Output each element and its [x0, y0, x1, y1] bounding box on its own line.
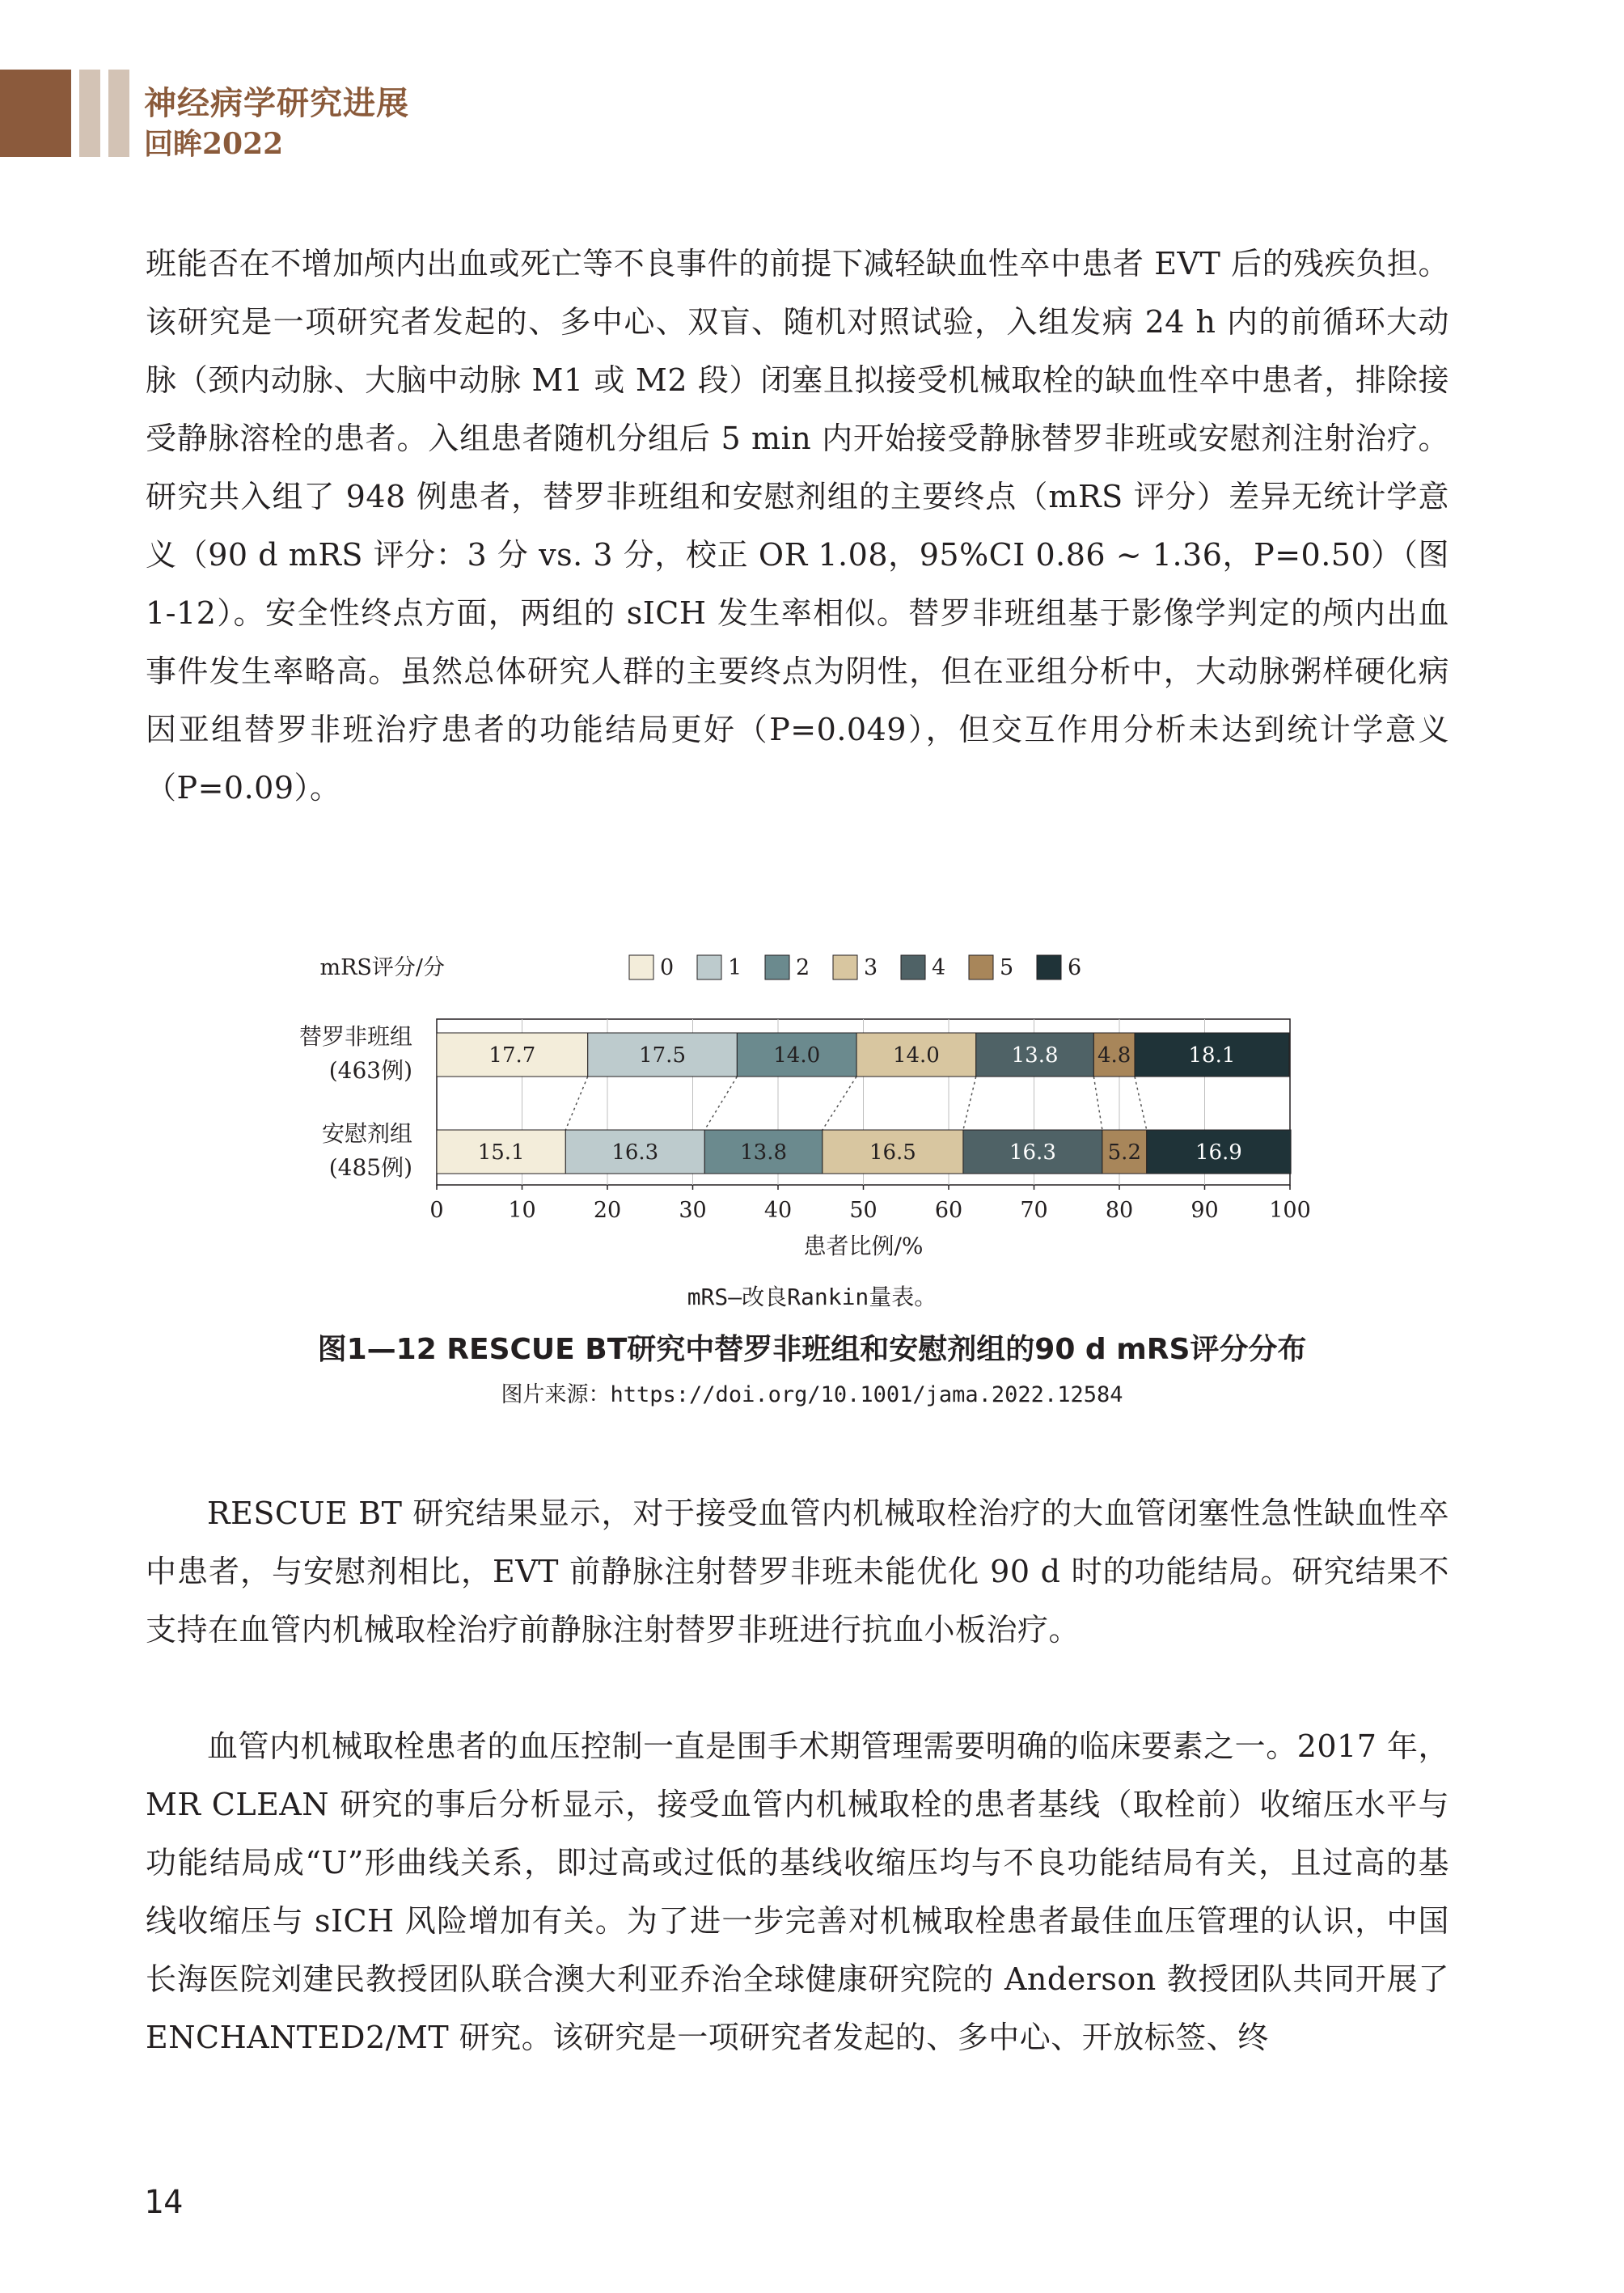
figure-chart	[243, 942, 1375, 1269]
legend-swatch	[629, 955, 653, 979]
legend-swatch	[765, 955, 789, 979]
row-count: (463例)	[328, 1057, 412, 1084]
body-paragraph-3	[146, 1717, 1449, 2067]
data-label: 16.3	[611, 1140, 659, 1165]
x-tick-label: 50	[849, 1198, 878, 1223]
paragraph-text: 班能否在不增加颅内出血或死亡等不良事件的前提下减轻缺血性卒中患者 EVT 后的残疾负担。该研究是一项研究者发起的、多中心、双盲、随机对照试验，入组发病 24 h 内的前循环大动脉（颈内动脉、大脑中动脉 M1 或 M2 段）闭塞且拟接受机械取栓的缺血性卒中患者，排除接受静脉溶栓的患者。入组患者随机分组后 5 min 内开始接受静脉替罗非班或安慰剂注射治疗。研究共入组了 948 例患者，替罗非班组和安慰剂组的主要终点（mRS 评分）差异无统计学意义（90 d mRS 评分：3 分 vs. 3 分，校正 OR 1.08，95%CI 0.86 ~ 1.36，P=0.50）（图 1-12）。安全性终点方面，两组的 sICH 发生率相似。替罗非班组基于影像学判定的颅内出血事件发生率略高。虽然总体研究人群的主要终点为阴性，但在亚组分析中，大动脉粥样硬化病因亚组替罗非班治疗患者的功能结局更好（P=0.049），但交互作用分析未达到统计学意义（P=0.09）。	[146, 246, 1449, 806]
legend-title: mRS评分/分	[319, 955, 445, 980]
data-label: 15.1	[477, 1140, 525, 1165]
data-label: 5.2	[1107, 1140, 1142, 1165]
row-label: 替罗非班组	[298, 1023, 412, 1050]
legend-swatch	[697, 955, 721, 979]
header-bar-light-2	[108, 70, 129, 157]
x-tick-label: 60	[934, 1198, 963, 1223]
page-number: 14	[144, 2184, 184, 2221]
data-label: 14.0	[773, 1043, 821, 1068]
legend-label: 0	[660, 955, 675, 980]
x-tick-label: 10	[508, 1198, 536, 1223]
body-paragraph-1	[146, 235, 1449, 817]
data-label: 17.7	[488, 1043, 536, 1068]
legend-label: 4	[932, 955, 946, 980]
data-label: 16.5	[869, 1140, 916, 1165]
x-tick-label: 70	[1020, 1198, 1048, 1223]
data-label: 17.5	[639, 1043, 686, 1068]
data-label: 14.0	[892, 1043, 940, 1068]
connector-line	[1135, 1077, 1147, 1130]
body-paragraph-2	[146, 1484, 1449, 1659]
data-label: 4.8	[1097, 1043, 1131, 1068]
stacked-bar-chart	[243, 942, 1375, 1266]
row-label: 安慰剂组	[321, 1120, 412, 1147]
x-tick-label: 90	[1191, 1198, 1219, 1223]
paragraph-text: RESCUE BT 研究结果显示，对于接受血管内机械取栓治疗的大血管闭塞性急性缺血性卒中患者，与安慰剂相比，EVT 前静脉注射替罗非班未能优化 90 d 时的功能结局。研究结果不支持在血管内机械取栓治疗前静脉注射替罗非班进行抗血小板治疗。	[146, 1496, 1449, 1648]
legend-label: 6	[1068, 955, 1082, 980]
x-tick-label: 30	[679, 1198, 707, 1223]
legend-swatch	[833, 955, 857, 979]
connector-line	[1093, 1077, 1102, 1130]
data-label: 13.8	[740, 1140, 788, 1165]
figure-caption: 图1—12 RESCUE BT研究中替罗非班组和安慰剂组的90 d mRS评分分布	[317, 1333, 1307, 1366]
connector-line	[565, 1077, 587, 1130]
x-tick-label: 20	[593, 1198, 622, 1223]
connector-line	[823, 1077, 856, 1130]
x-axis-label: 患者比例/%	[803, 1233, 924, 1259]
x-tick-label: 80	[1105, 1198, 1134, 1223]
legend-swatch	[969, 955, 993, 979]
legend-label: 1	[728, 955, 742, 980]
running-header-subtitle: 回眸2022	[144, 127, 284, 161]
data-label: 18.1	[1188, 1043, 1236, 1068]
legend-label: 3	[864, 955, 878, 980]
figure-note: mRS—改良Rankin量表。	[687, 1284, 937, 1310]
x-tick-label: 100	[1269, 1198, 1311, 1223]
data-label: 16.9	[1195, 1140, 1242, 1165]
legend-swatch	[901, 955, 925, 979]
legend-label: 2	[796, 955, 810, 980]
connector-line	[963, 1077, 976, 1130]
legend-label: 5	[1000, 955, 1014, 980]
figure-source: 图片来源：https://doi.org/10.1001/jama.2022.12584	[501, 1382, 1123, 1407]
legend-swatch	[1037, 955, 1061, 979]
header-bar-light	[79, 70, 100, 157]
row-count: (485例)	[328, 1154, 412, 1181]
paragraph-text: 血管内机械取栓患者的血压控制一直是围手术期管理需要明确的临床要素之一。2017 年，MR CLEAN 研究的事后分析显示，接受血管内机械取栓的患者基线（取栓前）收缩压水平与功能结局成“U”形曲线关系，即过高或过低的基线收缩压均与不良功能结局有关，且过高的基线收缩压与 sICH 风险增加有关。为了进一步完善对机械取栓患者最佳血压管理的认识，中国长海医院刘建民教授团队联合澳大利亚乔治全球健康研究院的 Anderson 教授团队共同开展了 ENCHANTED2/MT 研究。该研究是一项研究者发起的、多中心、开放标签、终	[146, 1728, 1449, 2055]
data-label: 13.8	[1011, 1043, 1059, 1068]
connector-line	[704, 1077, 737, 1130]
data-label: 16.3	[1009, 1140, 1056, 1165]
x-tick-label: 0	[429, 1198, 444, 1223]
x-tick-label: 40	[763, 1198, 793, 1223]
header-bar-dark	[0, 70, 71, 157]
running-header-title: 神经病学研究进展	[144, 85, 409, 122]
